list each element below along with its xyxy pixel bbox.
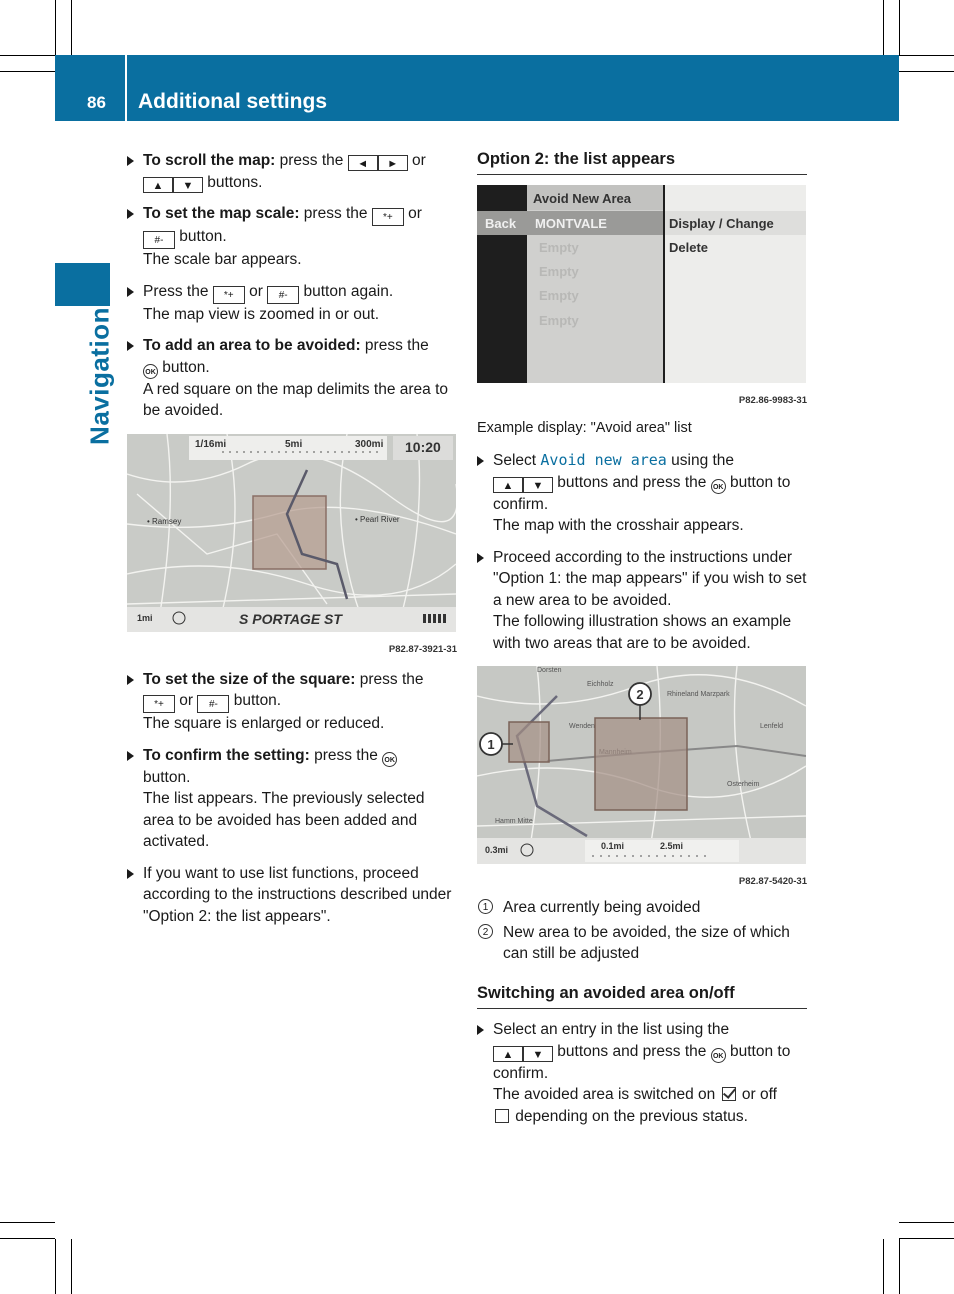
up-key-icon: ▲ [143, 177, 173, 193]
menu-item-reference: Avoid new area [540, 451, 667, 469]
side-tab [55, 263, 110, 306]
step-heading: To set the size of the square: [143, 670, 356, 688]
crop-mark [899, 0, 900, 55]
step-square-size: To set the size of the square: press the *+ or #- button. The square is enlarged or reduced. [127, 669, 457, 735]
subsection-heading: Option 2: the list appears [477, 150, 807, 175]
svg-text:1: 1 [487, 737, 495, 752]
svg-text:• Pearl River: • Pearl River [355, 514, 400, 524]
step-result: The following illustration shows an example with two areas that are to be avoided. [493, 613, 792, 652]
legend-item: 2 New area to be avoided, the size of which can still be adjusted [477, 922, 807, 964]
crop-mark [899, 71, 954, 72]
crop-mark [55, 1239, 56, 1294]
svg-text:2: 2 [636, 687, 644, 702]
step-result: The list appears. The previously selected area to be avoided has been added and activated. [143, 790, 425, 850]
map-figure-2 [477, 666, 807, 887]
svg-text:Empty: Empty [539, 240, 579, 255]
zoom-out-key-icon: #- [267, 286, 299, 304]
step-arrow-icon [127, 209, 134, 219]
svg-text:Lenfeld: Lenfeld [760, 723, 783, 730]
step-heading: To set the map scale: [143, 205, 300, 222]
svg-text:Empty: Empty [539, 313, 579, 328]
list-screenshot [477, 185, 806, 383]
crop-mark [899, 1238, 954, 1239]
figure-reference: P82.87-5420-31 [738, 876, 807, 887]
figure-legend [477, 897, 807, 964]
ok-button-icon: OK [382, 752, 397, 767]
ok-button-icon: OK [143, 364, 158, 379]
down-key-icon: ▼ [173, 177, 203, 193]
step-heading: To confirm the setting: [143, 746, 310, 764]
svg-text:• Ramsey: • Ramsey [147, 516, 182, 526]
crop-mark [899, 1222, 954, 1223]
callout-number: 2 [478, 924, 493, 939]
step-zoom: Press the *+ or #- button again. The map view is zoomed in or out. [127, 281, 457, 326]
crop-mark [55, 0, 56, 55]
section-title: Additional settings [138, 90, 327, 113]
svg-text:10:20: 10:20 [405, 438, 441, 455]
subsection-heading: Switching an avoided area on/off [477, 984, 807, 1009]
right-column [477, 150, 807, 1137]
crop-mark [0, 55, 55, 56]
zoom-out-key-icon: #- [197, 695, 229, 713]
zoom-out-key-icon: #- [143, 231, 175, 249]
callout-number: 1 [478, 899, 493, 914]
step-add-area: To add an area to be avoided: press the OK button. A red square on the map delimits the area to be avoided. [127, 335, 457, 422]
step-arrow-icon [127, 869, 134, 879]
step-arrow-icon [127, 751, 134, 761]
left-column [127, 150, 457, 937]
map-screenshot [127, 434, 456, 632]
map-figure-1 [127, 434, 457, 655]
crop-mark [883, 0, 884, 55]
up-key-icon: ▲ [493, 477, 523, 493]
svg-text:1mi: 1mi [137, 612, 153, 623]
step-result: The map with the crosshair appears. [493, 517, 744, 534]
crop-mark [0, 71, 55, 72]
svg-text:1/16mi: 1/16mi [195, 438, 227, 450]
step-confirm: To confirm the setting: press the OK button. The list appears. The previously selected area to be avoided has been added and activated. [127, 745, 457, 853]
down-key-icon: ▼ [523, 1046, 553, 1062]
left-key-icon: ◄ [348, 155, 378, 171]
figure-reference: P82.87-3921-31 [388, 643, 457, 655]
up-key-icon: ▲ [493, 1046, 523, 1062]
unchecked-box-icon [495, 1109, 509, 1123]
svg-text:Empty: Empty [539, 264, 579, 279]
svg-text:Osterheim: Osterheim [727, 781, 760, 788]
svg-text:Dorsten: Dorsten [537, 667, 562, 674]
step-arrow-icon [127, 287, 134, 297]
zoom-in-key-icon: *+ [143, 695, 175, 713]
step-arrow-icon [127, 156, 134, 166]
svg-text:2.5mi: 2.5mi [660, 841, 684, 851]
page-number: 86 [87, 93, 106, 112]
step-arrow-icon [477, 456, 484, 466]
crop-mark [899, 1239, 900, 1294]
right-key-icon: ► [378, 155, 408, 171]
step-proceed: Proceed according to the instructions under "Option 1: the map appears" if you wish to set a new area to be avoided. The following illustration shows an example with two areas that are to be avoided. [477, 547, 807, 655]
crop-mark [71, 0, 72, 55]
svg-text:Delete: Delete [669, 240, 709, 255]
step-result: The map view is zoomed in or out. [143, 305, 380, 323]
crop-mark [899, 55, 954, 56]
ok-button-icon: OK [711, 1048, 726, 1063]
svg-text:0.3mi: 0.3mi [485, 845, 509, 855]
step-switch-area: Select an entry in the list using the ▲ ▼ buttons and press the OK button to confirm. The avoided area is switched on or off depending on the previous status. [477, 1019, 807, 1127]
step-arrow-icon [477, 553, 484, 563]
zoom-in-key-icon: *+ [213, 286, 245, 304]
svg-text:MONTVALE: MONTVALE [535, 216, 607, 231]
step-heading: To add an area to be avoided: [143, 337, 361, 354]
step-arrow-icon [127, 675, 134, 685]
step-map-scale: To set the map scale: press the *+ or #- button. The scale bar appears. [127, 203, 457, 271]
svg-text:0.1mi: 0.1mi [601, 841, 625, 851]
checked-box-icon [722, 1087, 736, 1101]
crop-mark [0, 1238, 55, 1239]
zoom-in-key-icon: *+ [372, 208, 404, 226]
svg-text:Avoid New Area: Avoid New Area [533, 191, 632, 206]
legend-item: 1 Area currently being avoided [477, 897, 807, 918]
svg-text:S PORTAGE ST: S PORTAGE ST [239, 610, 342, 627]
svg-text:Hamm Mitte: Hamm Mitte [495, 818, 533, 825]
side-tab-label: Navigation [84, 307, 115, 445]
step-result: A red square on the map delimits the area to be avoided. [143, 380, 449, 419]
svg-text:Wenden: Wenden [569, 723, 595, 730]
figure-caption: Example display: "Avoid area" list [477, 420, 692, 436]
step-arrow-icon [127, 341, 134, 351]
step-arrow-icon [477, 1025, 484, 1035]
crop-mark [71, 1239, 72, 1294]
svg-text:Display / Change: Display / Change [669, 216, 774, 231]
list-figure [477, 185, 807, 406]
svg-text:300mi: 300mi [355, 438, 384, 450]
map-screenshot [477, 666, 806, 864]
step-result: The scale bar appears. [143, 251, 302, 268]
step-heading: To scroll the map: [143, 152, 276, 169]
crop-mark [0, 1222, 55, 1223]
step-select-avoid: Select Avoid new area using the ▲ ▼ buttons and press the OK button to confirm. The map with the crosshair appears. [477, 450, 807, 537]
down-key-icon: ▼ [523, 477, 553, 493]
step-scroll-map: To scroll the map: press the ◄ ► or ▲ ▼ buttons. [127, 150, 457, 193]
svg-text:Empty: Empty [539, 288, 579, 303]
step-result: The square is enlarged or reduced. [143, 715, 385, 732]
svg-text:Back: Back [485, 216, 517, 231]
svg-text:Rhineland Marzpark: Rhineland Marzpark [667, 691, 730, 698]
svg-text:Eichholz: Eichholz [587, 681, 614, 688]
crop-mark [883, 1239, 884, 1294]
ok-button-icon: OK [711, 479, 726, 494]
figure-reference: P82.86-9983-31 [738, 395, 807, 406]
step-list-functions: If you want to use list functions, proceed according to the instructions described under "Option 2: the list appears". [127, 863, 457, 928]
svg-text:5mi: 5mi [285, 438, 303, 450]
